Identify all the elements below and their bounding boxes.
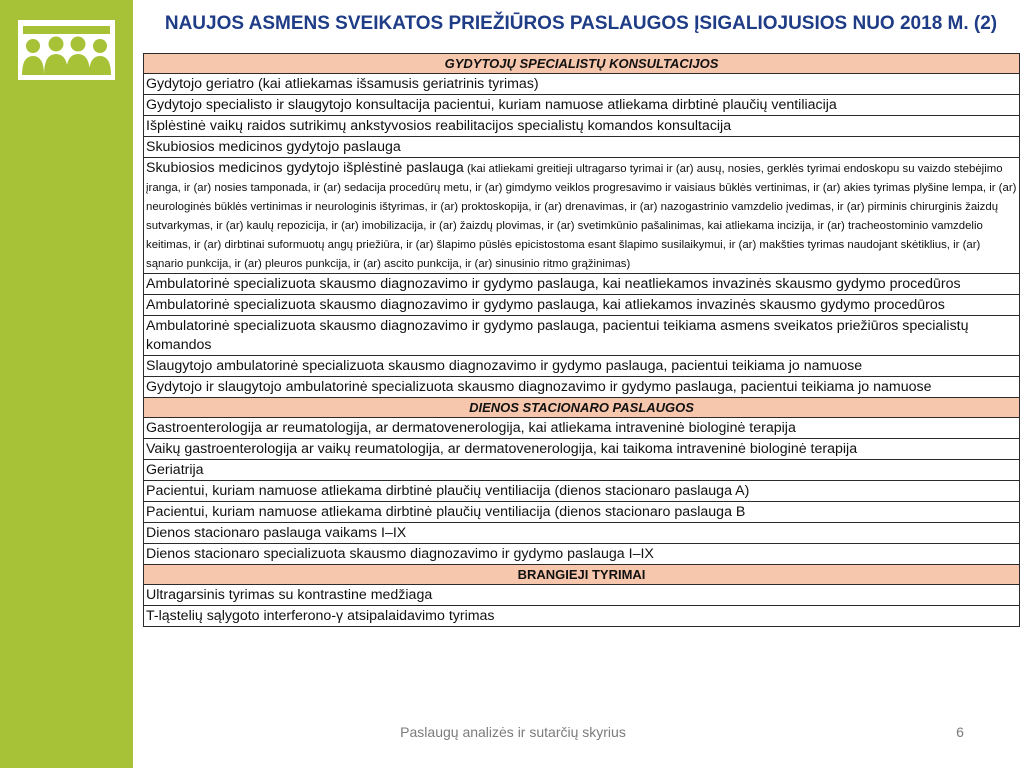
table-row (144, 502, 1020, 523)
section-header-row (144, 54, 1020, 74)
table-row (144, 137, 1020, 158)
table-row (144, 544, 1020, 565)
table-row (144, 523, 1020, 544)
table-cell: Ambulatorinė specializuota skausmo diagnozavimo ir gydymo paslauga, pacientui teikiama asmens sveikatos priežiūros specialistų komandos (144, 316, 1020, 356)
table-row (144, 606, 1020, 627)
page-number: 6 (956, 724, 964, 740)
section-header-row (144, 398, 1020, 418)
table-cell: Gydytojo ir slaugytojo ambulatorinė specializuota skausmo diagnozavimo ir gydymo paslauga, pacientui teikiama jo namuose (144, 377, 1020, 398)
table-row (144, 316, 1020, 356)
left-sidebar-band (0, 0, 133, 768)
service-detail: (kai atliekami greitieji ultragarso tyrimai ir (ar) ausų, nosies, gerklės tyrimai endoskopu su vaizdo stebėjimo įranga, ir (ar) nosies tamponada, ir (ar) sedacija procedūrų metu, ir (ar) gimdymo veiklos progresavimo ir vaisiaus būklės vertinimas, ir (ar) akies tyrimas plyšine lempa, ir (ar) neurologinės būklės vertinimas ir neurologinis ištyrimas, ir (ar) proktoskopija, ir (ar) drenavimas, ir (ar) nazogastrinio vamzdelio įvedimas, ir (ar) pirminis chirurginis žaizdų sutvarkymas, ir (ar) kaulų repozicija, ir (ar) imobilizacija, ir (ar) žaizdų plovimas, ir (ar) svetimkūnio pašalinimas, kai atliekama incizija, ir (ar) tracheostominio vamzdelio keitimas, ir (ar) dirbtinai suformuotų angų priežiūra, ir (ar) šlapimo pūslės epicistostoma esant šlapimo susilaikymui, ir (ar) makšties tyrimas naudojant skėtiklius, ir (ar) sąnario punkcija, ir (ar) pleuros punkcija, ir (ar) ascito punkcija, ir (ar) sinusinio ritmo grąžinimas) (146, 163, 1017, 270)
table-cell (144, 158, 1020, 274)
section-header: BRANGIEJI TYRIMAI (144, 565, 1020, 585)
table-cell: Gydytojo specialisto ir slaugytojo konsultacija pacientui, kuriam namuose atliekama dirbtinė plaučių ventiliacija (144, 95, 1020, 116)
section-header: GYDYTOJŲ SPECIALISTŲ KONSULTACIJOS (144, 54, 1020, 74)
table-row (144, 116, 1020, 137)
service-name: Skubiosios medicinos gydytojo išplėstinė paslauga (146, 160, 464, 176)
table-cell: Gydytojo geriatro (kai atliekamas išsamusis geriatrinis tyrimas) (144, 74, 1020, 95)
table-row (144, 481, 1020, 502)
table-row (144, 158, 1020, 274)
table-row (144, 95, 1020, 116)
people-group-logo-icon (18, 20, 115, 80)
table-cell: Pacientui, kuriam namuose atliekama dirbtinė plaučių ventiliacija (dienos stacionaro paslauga A) (144, 481, 1020, 502)
table-cell: Dienos stacionaro specializuota skausmo diagnozavimo ir gydymo paslauga I–IX (144, 544, 1020, 565)
table-cell: Ambulatorinė specializuota skausmo diagnozavimo ir gydymo paslauga, kai atliekamos invazinės skausmo gydymo procedūros (144, 295, 1020, 316)
section-header: DIENOS STACIONARO PASLAUGOS (144, 398, 1020, 418)
section-header-row (144, 565, 1020, 585)
page-title: NAUJOS ASMENS SVEIKATOS PRIEŽIŪROS PASLAUGOS ĮSIGALIOJUSIOS NUO 2018 M. (2) (164, 13, 998, 34)
table-row (144, 377, 1020, 398)
footer-text: Paslaugų analizės ir sutarčių skyrius (400, 724, 626, 740)
table-row (144, 585, 1020, 606)
table-cell: Slaugytojo ambulatorinė specializuota skausmo diagnozavimo ir gydymo paslauga, pacientui teikiama jo namuose (144, 356, 1020, 377)
table-cell: Geriatrija (144, 460, 1020, 481)
table-row (144, 418, 1020, 439)
services-table (143, 53, 1020, 627)
table-row (144, 439, 1020, 460)
table-cell: Pacientui, kuriam namuose atliekama dirbtinė plaučių ventiliacija (dienos stacionaro paslauga B (144, 502, 1020, 523)
table-cell: Vaikų gastroenterologija ar vaikų reumatologija, ar dermatovenerologija, kai taikoma intraveninė biologinė terapija (144, 439, 1020, 460)
table-cell: Dienos stacionaro paslauga vaikams I–IX (144, 523, 1020, 544)
table-cell: Gastroenterologija ar reumatologija, ar dermatovenerologija, kai atliekama intraveninė biologinė terapija (144, 418, 1020, 439)
table-cell: Ultragarsinis tyrimas su kontrastine medžiaga (144, 585, 1020, 606)
table-row (144, 295, 1020, 316)
table-row (144, 460, 1020, 481)
table-cell: Ambulatorinė specializuota skausmo diagnozavimo ir gydymo paslauga, kai neatliekamos invazinės skausmo gydymo procedūros (144, 274, 1020, 295)
table-cell: Skubiosios medicinos gydytojo paslauga (144, 137, 1020, 158)
table-cell: Išplėstinė vaikų raidos sutrikimų ankstyvosios reabilitacijos specialistų komandos konsultacija (144, 116, 1020, 137)
table-row (144, 274, 1020, 295)
table-row (144, 74, 1020, 95)
table-cell: T-ląstelių sąlygoto interferono-γ atsipalaidavimo tyrimas (144, 606, 1020, 627)
table-row (144, 356, 1020, 377)
